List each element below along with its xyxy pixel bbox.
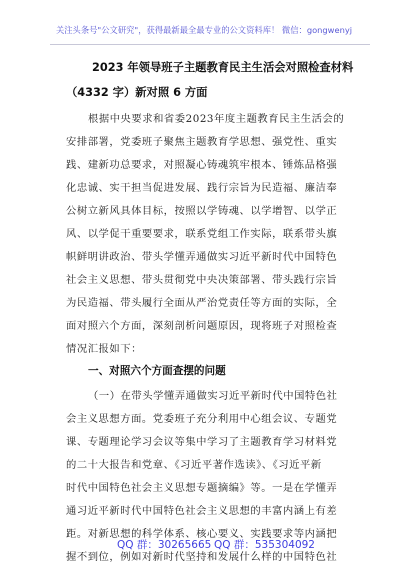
body-line: 风、以学促干重要要求，联系党组工作实际，联系带头旗 (66, 228, 338, 240)
body-line: 为民造福、带头履行全面从严治党责任等方面的实际，全 (66, 297, 338, 309)
body-line: 会主义思想方面。党委班子充分利用中心组会议、专题党 (66, 413, 338, 425)
body-line: 帜鲜明讲政治、带头学懂弄通做实习近平新时代中国特色 (66, 251, 338, 263)
body-line: 面对照六个方面，深刻剖析问题原因，现将班子对照检查 (66, 320, 338, 332)
document-title-line-1: 2023 年领导班子主题教育民主生活会对照检查材料 (92, 61, 354, 74)
body-line: 社会主义思想、带头贯彻党中央决策部署、带头践行宗旨 (66, 274, 338, 286)
body-line: 握不到位，例如对新时代坚持和发展什么样的中国特色社 (66, 551, 338, 563)
body-line: 根据中央要求和省委2023年度主题教育民主生活会的 (88, 113, 345, 125)
body-line: 课、专题理论学习会议等集中学习了主题教育学习材料党 (66, 436, 338, 448)
footer-qq-group-1: QQ 群：30265665 (117, 539, 212, 551)
body-line: 通习近平新时代中国特色社会主义思想的丰富内涵上有差 (66, 505, 338, 517)
body-line: 化忠诚、实干担当促进发展、践行宗旨为民造福、廉洁奉 (66, 182, 338, 194)
header-divider (50, 44, 370, 45)
document-title-line-2: （4332 字）新对照 6 方面 (66, 86, 208, 99)
promo-header: 关注头条号"公文研究"，获得最新最全最专业的公文资料库！ 微信：gongwenyj (55, 25, 353, 35)
body-line: （一）在带头学懂弄通做实习近平新时代中国特色社 (88, 390, 338, 402)
footer-qq-group-2: QQ 群：535304092 (214, 539, 315, 551)
body-line: 情况汇报如下： (66, 343, 142, 355)
body-line: 的二十大报告和党章、《习近平著作选读》、《习近平新 (66, 459, 322, 471)
body-line: 践、建新功总要求，对照凝心铸魂筑牢根本、锤炼品格强 (66, 159, 338, 171)
body-line: 公树立新风具体目标，按照以学铸魂、以学增智、以学正 (66, 205, 338, 217)
body-line: 安排部署，党委班子聚焦主题教育学思想、强党性、重实 (66, 136, 338, 148)
body-line: 距。对新思想的科学体系、核心要义、实践要求等内涵把 (66, 528, 338, 540)
section-heading: 一、对照六个方面查摆的问题 (88, 365, 226, 377)
body-line: 时代中国特色社会主义思想专题摘编》等。一是在学懂弄 (66, 482, 338, 494)
